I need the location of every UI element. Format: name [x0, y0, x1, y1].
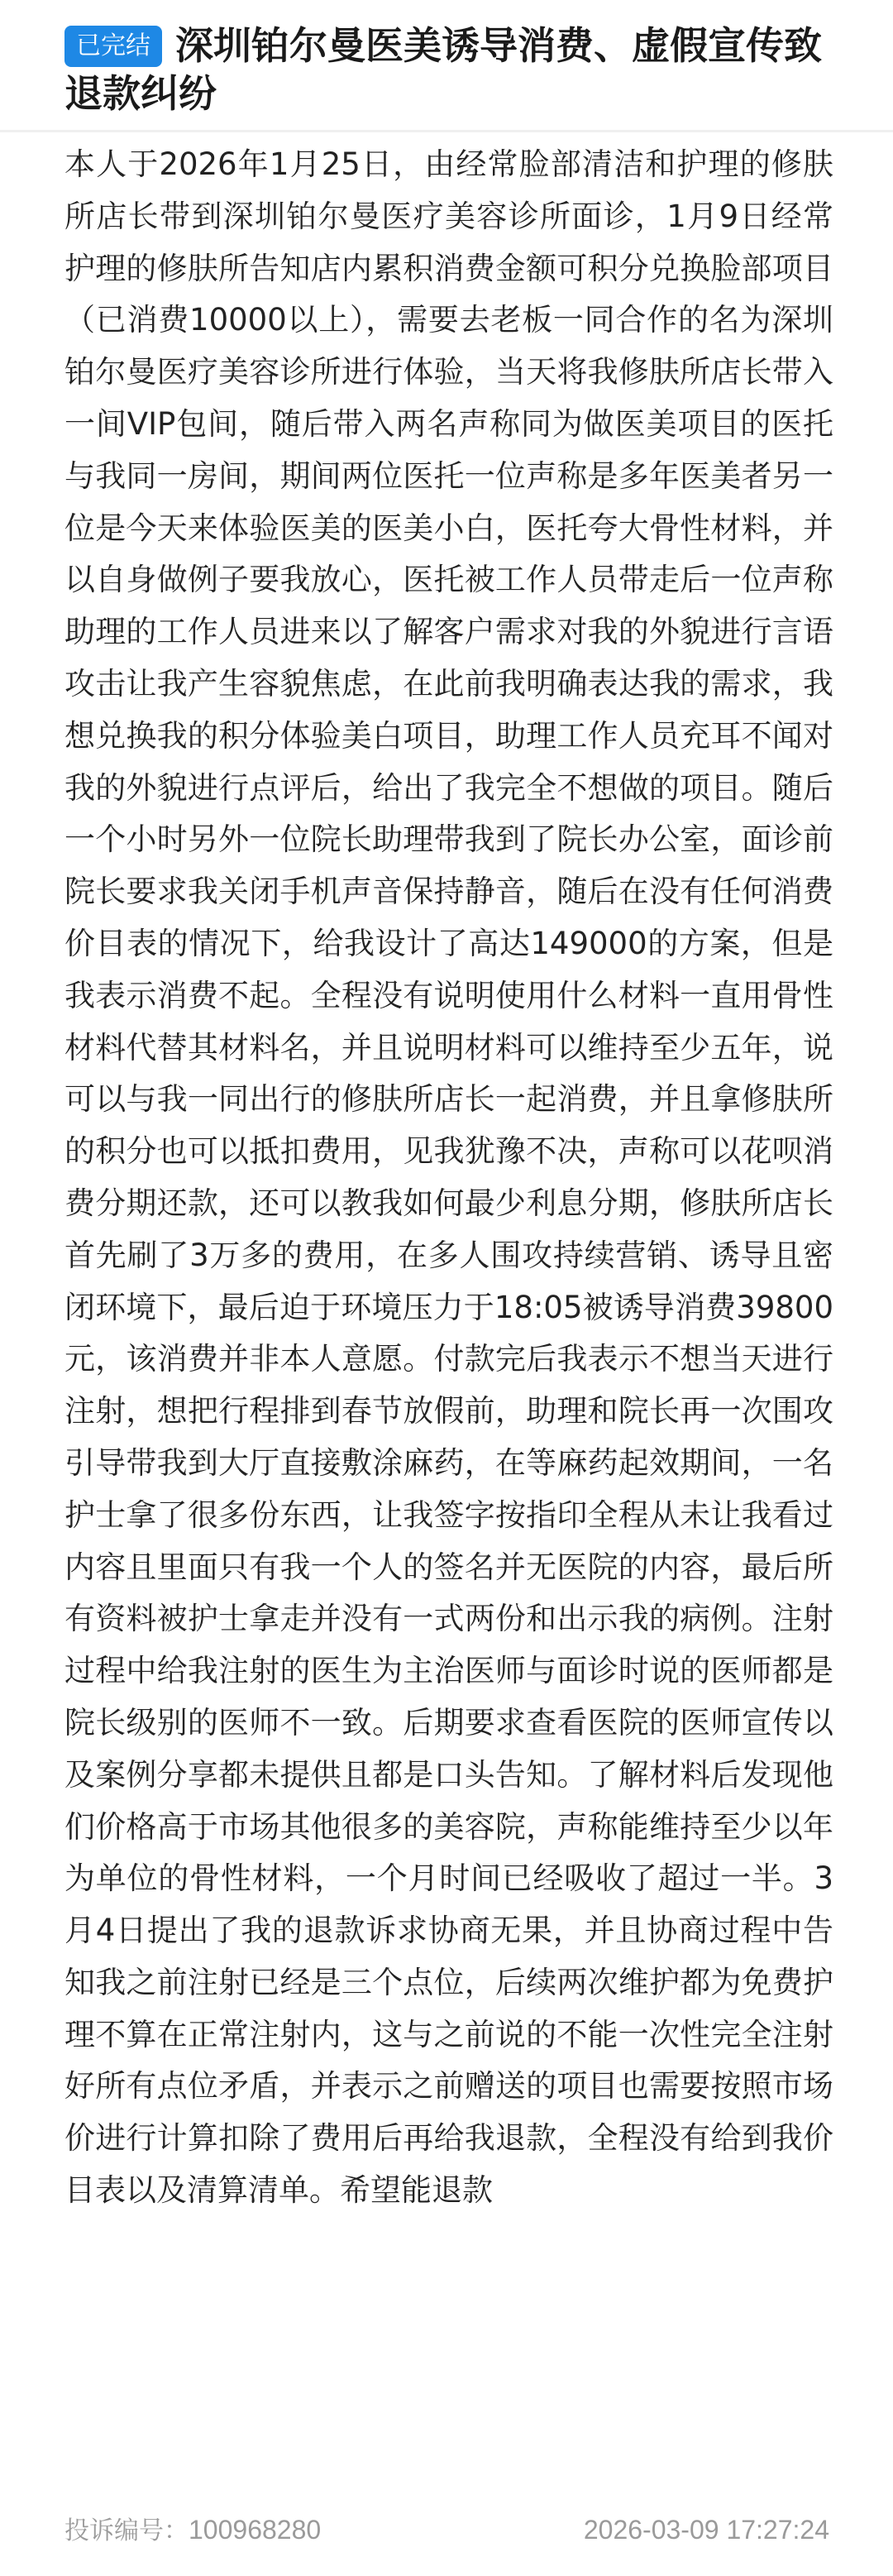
complaint-timestamp: 2026-03-09 17:27:24	[583, 2515, 829, 2545]
complaint-id-value: 100968280	[189, 2515, 322, 2545]
complaint-id-label: 投诉编号：	[64, 2516, 189, 2545]
complaint-id	[64, 2511, 321, 2550]
complaint-body: 本人于2026年1月25日，由经常脸部清洁和护理的修肤所店长带到深圳铂尔曼医疗美容诊所面诊，1月9日经常护理的修肤所告知店内累积消费金额可积分兑换脸部项目（已消费10000以上），需要去老板一同合作的名为深圳铂尔曼医疗美容诊所进行体验，当天将我修肤所店长带入一间VIP包间，随后带入两名声称同为做医美项目的医托与我同一房间，期间两位医托一位声称是多年医美者另一位是今天来体验医美的医美小白，医托夸大骨性材料，并以自身做例子要我放心，医托被工作人员带走后一位声称助理的工作人员进来以了解客户需求对我的外貌进行言语攻击让我产生容貌焦虑，在此前我明确表达我的需求，我想兑换我的积分体验美白项目，助理工作人员充耳不闻对我的外貌进行点评后，给出了我完全不想做的项目。随后一个小时另外一位院长助理带我到了院长办公室，面诊前院长要求我关闭手机声音保持静音，随后在没有任何消费价目表的情况下，给我设计了高达149000的方案，但是我表示消费不起。全程没有说明使用什么材料一直用骨性材料代替其材料名，并且说明材料可以维持至少五年，说可以与我一同出行的修肤所店长一起消费，并且拿修肤所的积分也可以抵扣费用，见我犹豫不决，声称可以花呗消费分期还款，还可以教我如何最少利息分期，修肤所店长首先刷了3万多的费用，在多人围攻持续营销、诱导且密闭环境下，最后迫于环境压力于18:05被诱导消费39800元，该消费并非本人意愿。付款完后我表示不想当天进行注射，想把行程排到春节放假前，助理和院长再一次围攻引导带我到大厅直接敷涂麻药，在等麻药起效期间，一名护士拿了很多份东西，让我签字按指印全程从未让我看过内容且里面只有我一个人的签名并无医院的内容，最后所有资料被护士拿走并没有一式两份和出示我的病例。注射过程中给我注射的医生为主治医师与面诊时说的医师都是院长级别的医师不一致。后期要求查看医院的医师宣传以及案例分享都未提供且都是口头告知。了解材料后发现他们价格高于市场其他很多的美容院，声称能维持至少以年为单位的骨性材料，一个月时间已经吸收了超过一半。3月4日提出了我的退款诉求协商无果，并且协商过程中告知我之前注射已经是三个点位，后续两次维护都为免费护理不算在正常注射内，这与之前说的不能一次性完全注射好所有点位矛盾，并表示之前赠送的项目也需要按照市场价进行计算扣除了费用后再给我退款，全程没有给到我价目表以及清算清单。希望能退款	[64, 146, 833, 2209]
complaint-title: 深圳铂尔曼医美诱导消费、虚假宣传致退款纠纷	[64, 23, 822, 116]
status-badge: 已完结	[64, 26, 162, 67]
header-divider	[0, 130, 893, 132]
complaint-footer	[64, 2511, 829, 2548]
complaint-header	[64, 22, 850, 117]
